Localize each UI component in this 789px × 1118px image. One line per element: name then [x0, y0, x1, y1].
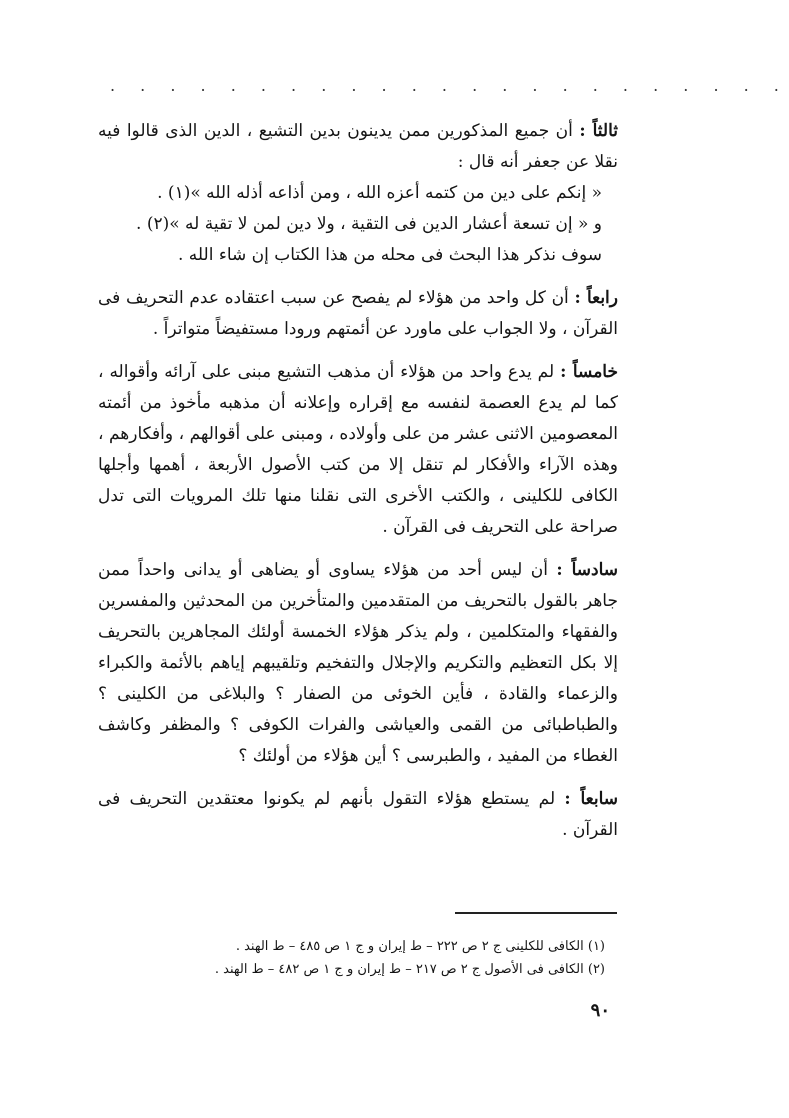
section-sixth-text: أن ليس أحد من هؤلاء يساوى أو يضاهى أو يدانى واحداً ممن جاهر بالقول بالتحريف من المتقدمين والمتأخرين من المحدثين والمفسرين والفقهاء والمتكلمين ، ولم يذكر هؤلاء الخمسة أولئك المجاهرين بالتحريف إلا بكل التعظيم والتكريم والإجلال والتفخيم وتلقيبهم إياهم بالأئمة والكبراء والزعماء والقادة ، فأين الخوئى من الصفار ؟ والبلاغى من الكلينى ؟ والطباطبائى من القمى والعياشى والفرات الكوفى ؟ والمظفر وكاشف الغطاء من المفيد ، والطبرسى ؟ أين هؤلاء من أولئك ؟ — [98, 560, 618, 766]
main-text — [98, 116, 618, 858]
section-fifth-label: خامساً : — [560, 362, 618, 382]
section-third — [98, 116, 618, 271]
footnote-divider — [455, 912, 617, 914]
section-third-quote-1: « إنكم على دين من كتمه أعزه الله ، ومن أذاعه أذله الله »(١) . — [157, 183, 602, 203]
section-fourth-label: رابعاً : — [574, 288, 618, 308]
section-third-text: أن جميع المذكورين ممن يدينون بدين التشيع ، الدين الذى قالوا فيه نقلا عن جعفر أنه قال : — [98, 121, 618, 172]
section-fourth-text: أن كل واحد من هؤلاء لم يفصح عن سبب اعتقاده عدم التحريف فى القرآن ، ولا الجواب على ماورد عن أئمتهم ورودا مستفيضاً متواتراً . — [98, 288, 618, 339]
section-sixth — [98, 555, 618, 772]
header-dots: . . . . . . . . . . . . . . . . . . . . . . . — [110, 76, 789, 95]
section-third-label: ثالثاً : — [579, 121, 618, 141]
page-number: ٩٠ — [590, 1000, 610, 1021]
section-seventh-label: سابعاً : — [564, 789, 618, 809]
section-seventh — [98, 784, 618, 846]
footnotes — [150, 935, 605, 981]
section-fourth — [98, 283, 618, 345]
footnote-2: (٢) الكافى فى الأصول ج ٢ ص ٢١٧ – ط إيران و ج ١ ص ٤٨٢ – ط الهند . — [214, 962, 605, 977]
section-fifth-text: لم يدع واحد من هؤلاء أن مذهب التشيع مبنى على آرائه وأقواله ، كما لم يدع العصمة لنفسه مع إقراره وإعلانه أن مذهبه مأخوذ من أئمته المعصومين الاثنى عشر من على وأولاده ، ومبنى على أقوالهم ، وأفكارهم ، وهذه الآراء والأفكار لم تنقل إلا من كتب الأصول الأربعة ، أهمها وأجلها الكافى للكلينى ، والكتب الأخرى التى نقلنا منها تلك المرويات التى تدل صراحة على التحريف فى القرآن . — [98, 362, 618, 537]
section-sixth-label: سادساً : — [556, 560, 618, 580]
footnote-1: (١) الكافى للكلينى ج ٢ ص ٢٢٢ – ط إيران و ج ١ ص ٤٨٥ – ط الهند . — [235, 939, 605, 954]
section-third-closing: سوف نذكر هذا البحث فى محله من هذا الكتاب إن شاء الله . — [178, 245, 602, 265]
section-fifth — [98, 357, 618, 543]
section-third-quote-2: و « إن تسعة أعشار الدين فى التقية ، ولا دين لمن لا تقية له »(٢) . — [136, 214, 602, 234]
section-seventh-text: لم يستطع هؤلاء التقول بأنهم لم يكونوا معتقدين التحريف فى القرآن . — [98, 789, 618, 840]
